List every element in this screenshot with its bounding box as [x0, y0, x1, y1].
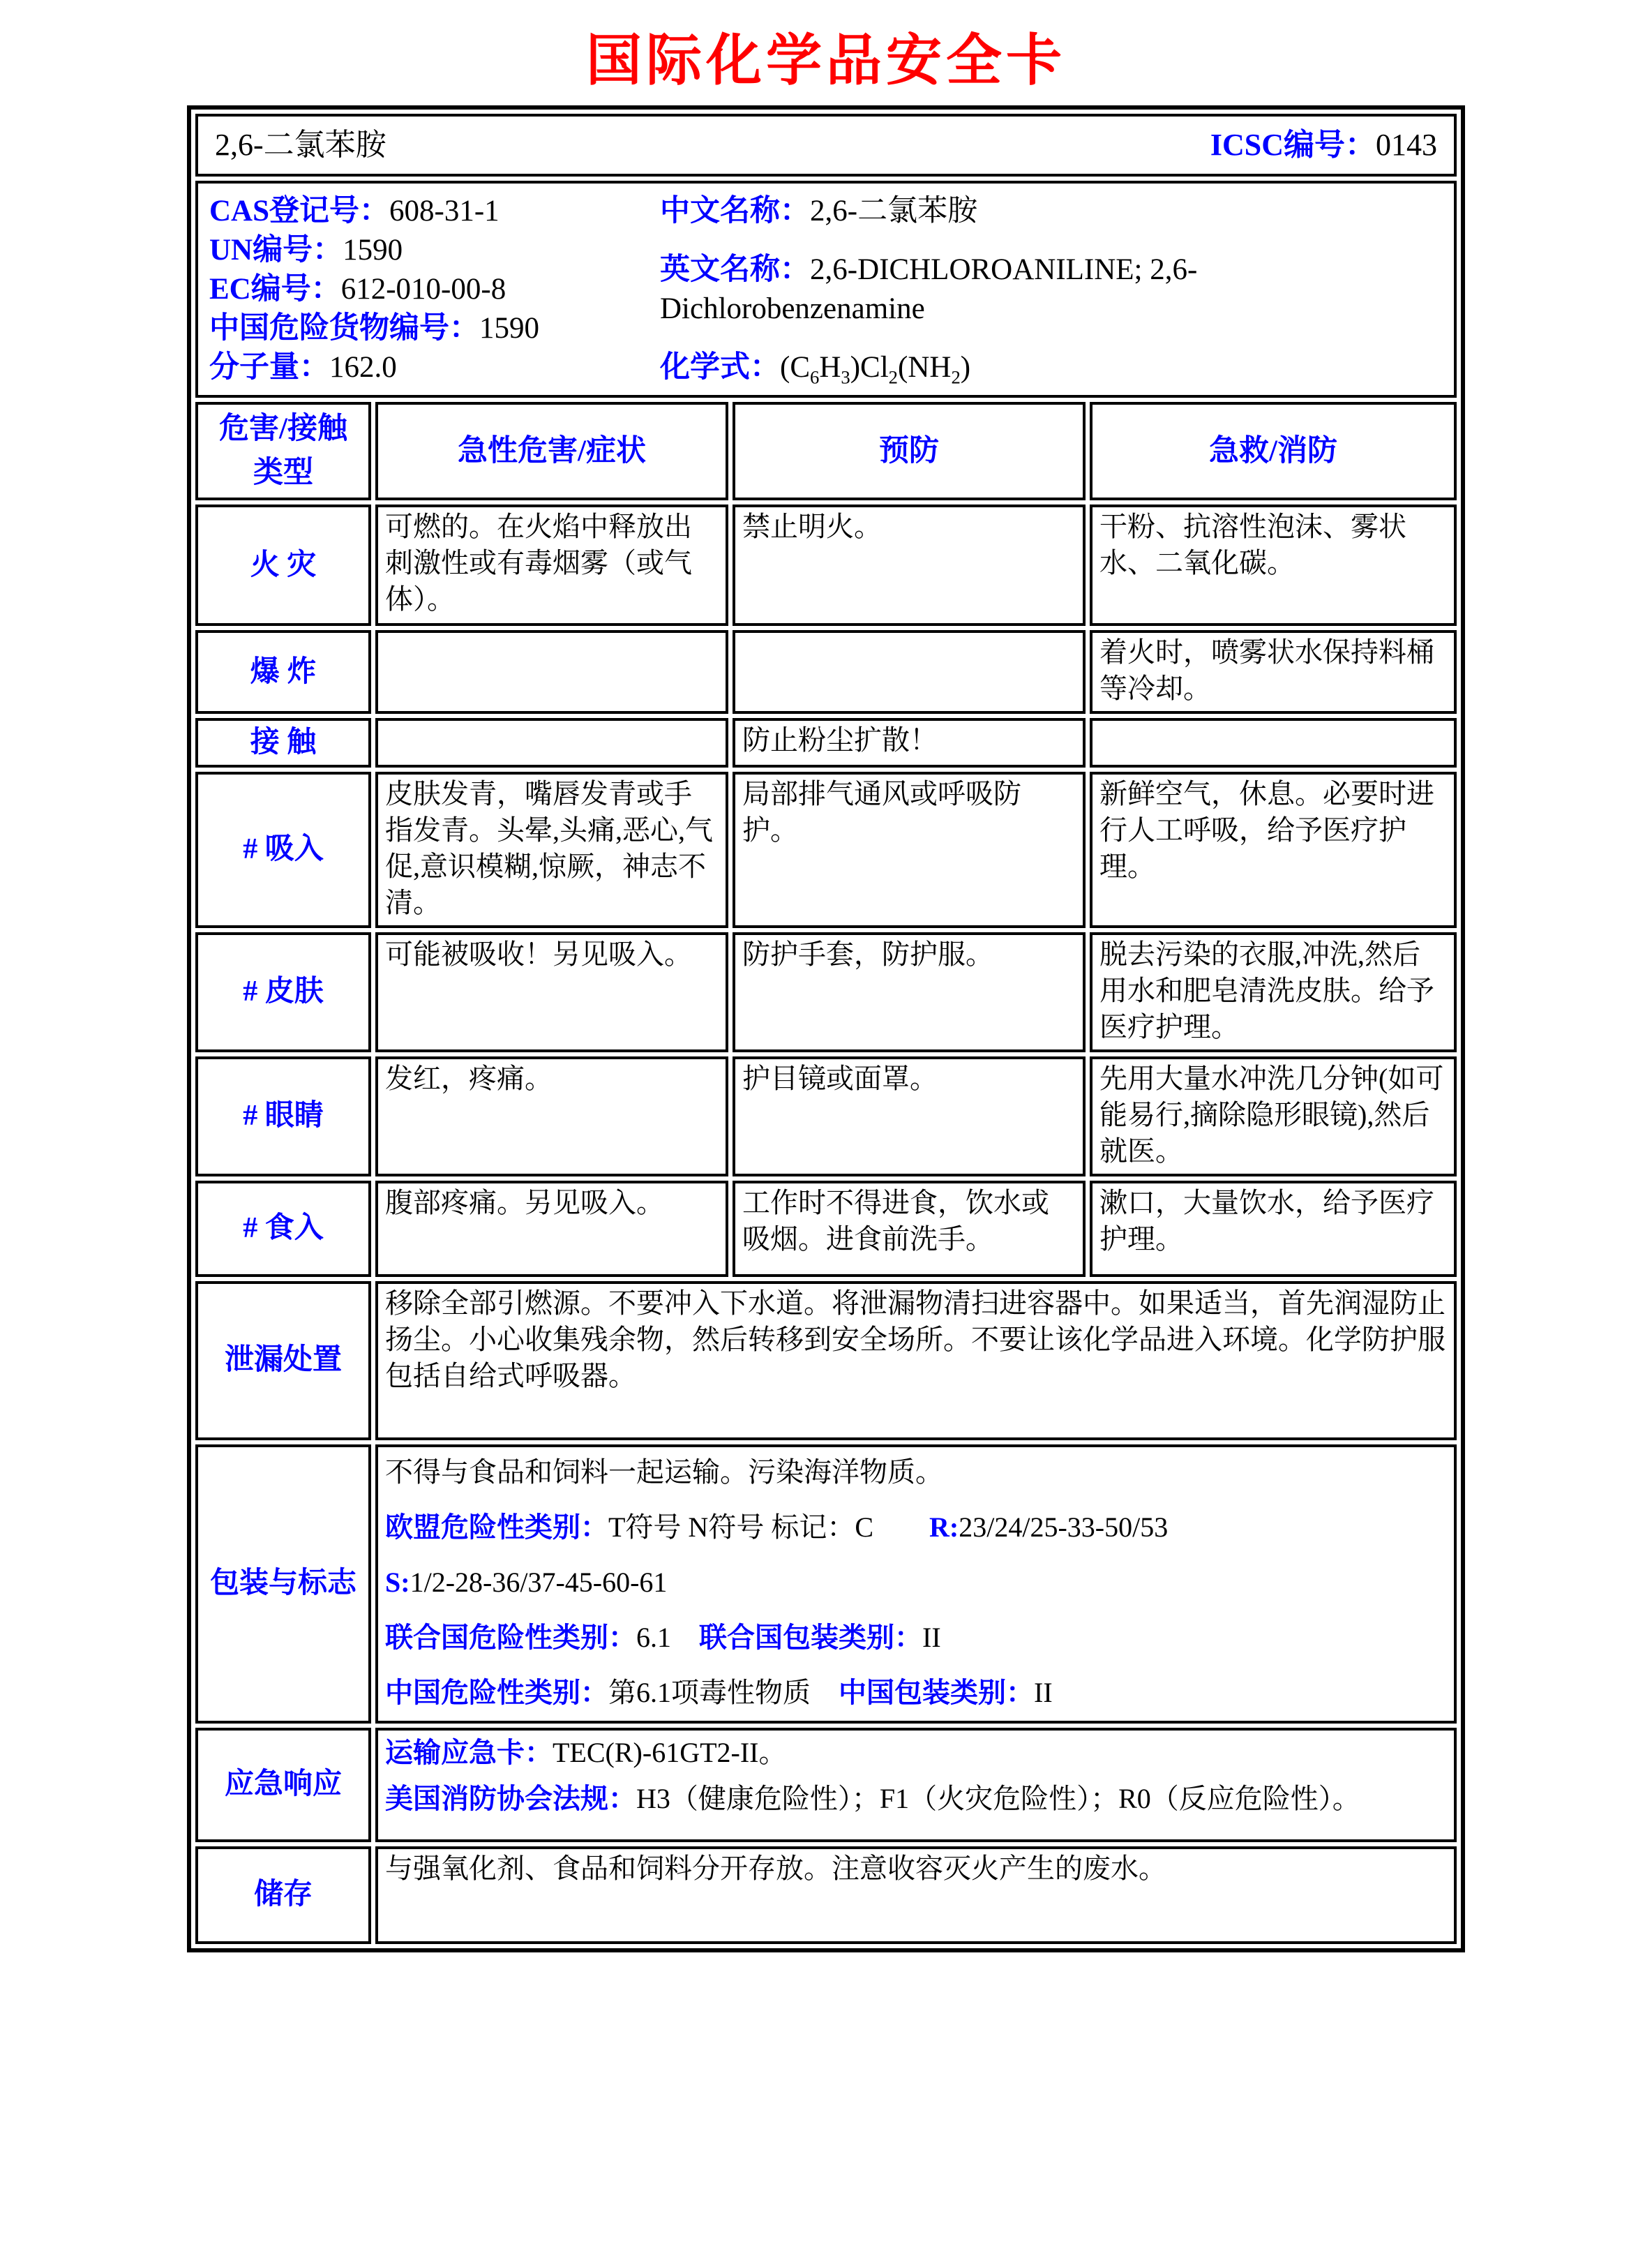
header-firstaid-firefighting: 急救/消防: [1090, 402, 1457, 500]
symptoms-cell: 可燃的。在火焰中释放出刺激性或有毒烟雾（或气体）。: [375, 505, 728, 626]
icsc-number-label: ICSC编号：: [1210, 128, 1376, 163]
storage-row: [195, 1846, 1457, 1944]
hazard-type-cell: # 食入: [195, 1181, 371, 1277]
chemical-formula-field: 化学式：$(C_6H_3)Cl_2(NH_2)$: [660, 350, 971, 388]
symptoms-cell: [375, 630, 728, 714]
prevention-cell: 防止粉尘扩散！: [733, 718, 1086, 768]
spill-disposal-text: 移除全部引燃源。不要冲入下水道。将泄漏物清扫进容器中。如果适当，首先润湿防止扬尘。小心收集残余物，然后转移到安全场所。不要让该化学品进入环境。化学防护服包括自给式呼吸器。: [375, 1281, 1457, 1440]
emergency-response-row: [195, 1728, 1457, 1842]
page-title: 国际化学品安全卡: [586, 31, 1066, 92]
symptoms-cell: 腹部疼痛。另见吸入。: [375, 1181, 728, 1277]
prevention-cell: 工作时不得进食，饮水或吸烟。进食前洗手。: [733, 1181, 1086, 1277]
un-number-field: UN编号：1590: [209, 233, 403, 267]
hazard-header-row: [195, 402, 1457, 500]
identifiers-row: [195, 181, 1457, 398]
header-acute-hazards: 急性危害/症状: [375, 402, 728, 500]
section-label: 储存: [195, 1846, 371, 1944]
symptoms-cell: 皮肤发青，嘴唇发青或手指发青。头晕,头痛,恶心,气促,意识模糊,惊厥，神志不清。: [375, 772, 728, 928]
hazard-type-cell: 接 触: [195, 718, 371, 768]
emergency-response-text: [375, 1728, 1457, 1842]
hazard-type-cell: 爆 炸: [195, 630, 371, 714]
section-label: 应急响应: [195, 1728, 371, 1842]
prevention-cell: 局部排气通风或呼吸防护。: [733, 772, 1086, 928]
hazard-row-ingestion: [195, 1181, 1457, 1277]
header-hazard-type: 危害/接触 类型: [195, 402, 371, 500]
prevention-cell: 护目镜或面罩。: [733, 1056, 1086, 1176]
symptoms-cell: 可能被吸收！另见吸入。: [375, 932, 728, 1052]
identifiers-cell: [195, 181, 1457, 398]
icsc-number: [1210, 125, 1437, 165]
hazard-type-cell: 火 灾: [195, 505, 371, 626]
ec-number-field: EC编号：612-010-00-8: [209, 272, 506, 306]
packaging-labelling-row: [195, 1444, 1457, 1724]
identifiers-right-column: [660, 192, 1443, 387]
nfpa-code-line: 美国消防协会法规：H3（健康危险性）；F1（火灾危险性）；R0（反应危险性）。: [385, 1782, 1360, 1814]
icsc-card-table: [187, 105, 1465, 1952]
hazard-type-cell: # 吸入: [195, 772, 371, 928]
firstaid-cell: 干粉、抗溶性泡沫、雾状水、二氧化碳。: [1090, 505, 1457, 626]
hazard-type-cell: # 皮肤: [195, 932, 371, 1052]
header-prevention: 预防: [733, 402, 1086, 500]
prevention-cell: [733, 630, 1086, 714]
s-phrases-line: S:1/2-28-36/37-45-60-61: [385, 1566, 668, 1598]
molecular-weight-field: 分子量：162.0: [209, 350, 397, 384]
chinese-name-field: 中文名称：2,6-二氯苯胺: [660, 195, 978, 227]
transport-emergency-card-line: 运输应急卡：TEC(R)-61GT2-II。: [385, 1736, 787, 1768]
transport-restriction-line: 不得与食品和饲料一起运输。污染海洋物质。: [385, 1456, 943, 1488]
cas-number-field: CAS登记号：608-31-1: [209, 195, 500, 227]
china-hazard-class-line: 中国危险性类别：第6.1项毒性物质 中国包装类别：II: [385, 1676, 1053, 1708]
hazard-row-exposure: [195, 718, 1457, 768]
hazard-row-eyes: [195, 1056, 1457, 1176]
prevention-cell: 禁止明火。: [733, 505, 1086, 626]
firstaid-cell: [1090, 718, 1457, 768]
firstaid-cell: 先用大量水冲洗几分钟(如可能易行,摘除隐形眼镜),然后就医。: [1090, 1056, 1457, 1176]
substance-name: 2,6-二氯苯胺: [215, 128, 386, 163]
hazard-row-skin: [195, 932, 1457, 1052]
firstaid-cell: 新鲜空气，休息。必要时进行人工呼吸，给予医疗护理。: [1090, 772, 1457, 928]
hazard-type-cell: # 眼睛: [195, 1056, 371, 1176]
packaging-labelling-text: [375, 1444, 1457, 1724]
spill-disposal-row: [195, 1281, 1457, 1440]
hazard-row-fire: [195, 505, 1457, 626]
hazard-row-explosion: [195, 630, 1457, 714]
section-label: 泄漏处置: [195, 1281, 371, 1440]
eu-hazard-class-line: 欧盟危险性类别：T符号 N符号 标记：C R:23/24/25-33-50/53: [385, 1511, 1169, 1543]
symptoms-cell: 发红，疼痛。: [375, 1056, 728, 1176]
icsc-number-value: 0143: [1376, 128, 1437, 163]
firstaid-cell: 脱去污染的衣服,冲洗,然后用水和肥皂清洗皮肤。给予医疗护理。: [1090, 932, 1457, 1052]
hazard-row-inhalation: [195, 772, 1457, 928]
card-header-row: [195, 114, 1457, 177]
un-hazard-class-line: 联合国危险性类别：6.1 联合国包装类别：II: [385, 1621, 941, 1653]
icsc-page: [0, 15, 1652, 2242]
firstaid-cell: 漱口，大量饮水，给予医疗护理。: [1090, 1181, 1457, 1277]
prevention-cell: 防护手套，防护服。: [733, 932, 1086, 1052]
firstaid-cell: 着火时，喷雾状水保持料桶等冷却。: [1090, 630, 1457, 714]
card-header-cell: [195, 114, 1457, 177]
symptoms-cell: [375, 718, 728, 768]
section-label: 包装与标志: [195, 1444, 371, 1724]
identifiers-left-column: [209, 192, 660, 387]
storage-text: 与强氧化剂、食品和饲料分开存放。注意收容灭火产生的废水。: [375, 1846, 1457, 1944]
english-name-field: 英文名称：2,6-DICHLOROANILINE; 2,6-Dichlorobenzenamine: [660, 253, 1198, 325]
china-dangerous-goods-number-field: 中国危险货物编号：1590: [209, 311, 539, 345]
